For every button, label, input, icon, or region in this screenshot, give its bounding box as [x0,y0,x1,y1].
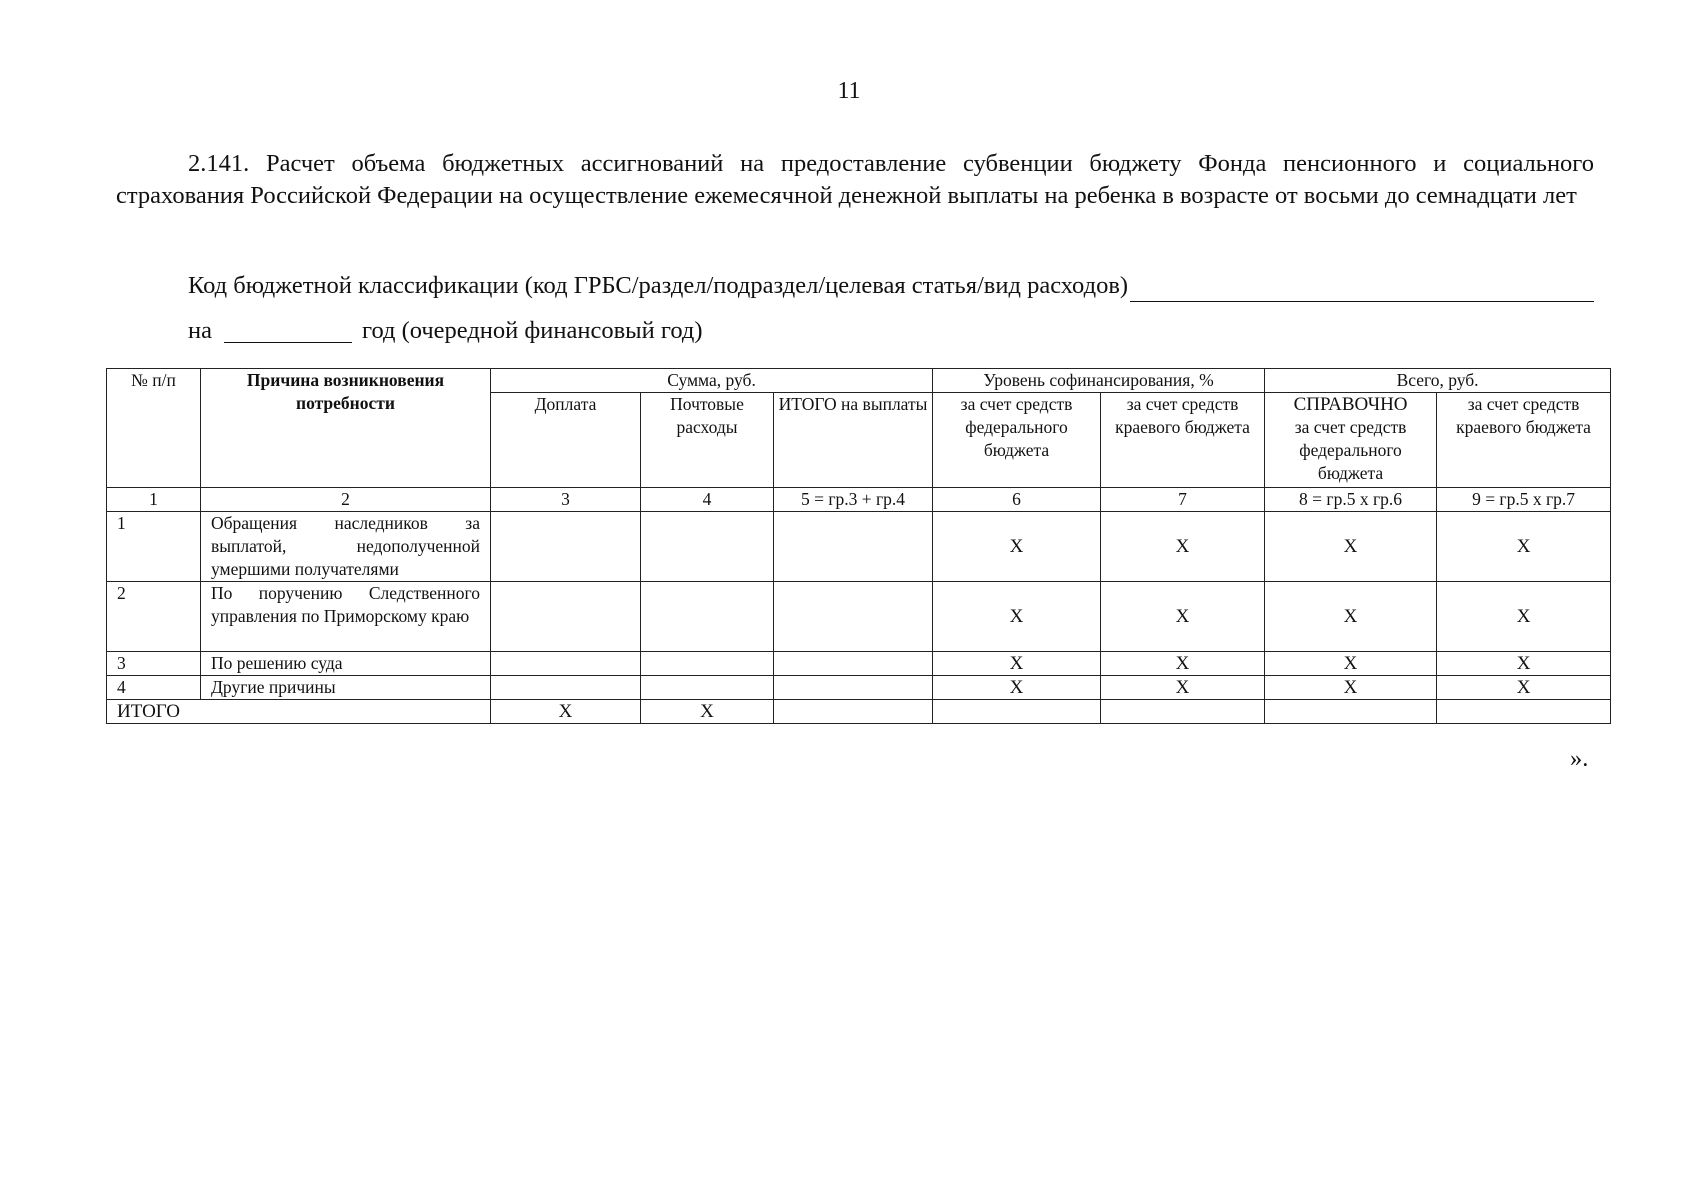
cell-c9: Х [1437,512,1611,582]
row-no: 2 [107,582,201,652]
row-no: 1 [107,512,201,582]
header-reason: Причина возникновения потребности [201,369,491,488]
cell-c5[interactable] [774,652,933,676]
total-c7[interactable] [1101,700,1265,724]
cell-c6: Х [933,512,1101,582]
table-row [107,652,1611,676]
header-cofin-group: Уровень софинансирования, % [933,369,1265,393]
header-total-group: Всего, руб. [1265,369,1611,393]
header-col8 [1265,393,1437,488]
table-row [107,676,1611,700]
col-number: 1 [107,488,201,512]
col-number: 6 [933,488,1101,512]
col-number: 8 = гр.5 х гр.6 [1265,488,1437,512]
cell-c7: Х [1101,676,1265,700]
row-reason: Другие причины [201,676,491,700]
cell-c3[interactable] [491,582,641,652]
total-c9[interactable] [1437,700,1611,724]
header-col3: Доплата [491,393,641,488]
header-col8-text: за счет средств федерального бюджета [1294,417,1407,483]
col-number: 7 [1101,488,1265,512]
cell-c8: Х [1265,512,1437,582]
row-reason: По решению суда [201,652,491,676]
closing-quote: ». [1570,745,1589,772]
header-col7: за счет средств краевого бюджета [1101,393,1265,488]
year-suffix: год (очередной финансовый год) [362,317,703,344]
header-col4: Почтовые расходы [641,393,774,488]
row-reason: По поручению Следственного управления по Приморскому краю [201,582,491,652]
row-no: 3 [107,652,201,676]
cell-c4[interactable] [641,582,774,652]
row-reason: Обращения наследников за выплатой, недополученной умершими получателями [201,512,491,582]
header-col6: за счет средств федерального бюджета [933,393,1101,488]
cell-c7: Х [1101,582,1265,652]
cell-c7: Х [1101,512,1265,582]
cell-c8: Х [1265,652,1437,676]
header-no: № п/п [107,369,201,488]
page-number: 11 [837,78,861,104]
total-c4: Х [641,700,774,724]
row-no: 4 [107,676,201,700]
cell-c6: Х [933,676,1101,700]
cell-c3[interactable] [491,676,641,700]
col-number: 9 = гр.5 х гр.7 [1437,488,1611,512]
cell-c8: Х [1265,676,1437,700]
total-c8[interactable] [1265,700,1437,724]
col-number: 3 [491,488,641,512]
cell-c6: Х [933,652,1101,676]
cell-c9: Х [1437,582,1611,652]
year-prefix: на [188,317,212,344]
table-row [107,582,1611,652]
total-row [107,700,1611,724]
cell-c4[interactable] [641,676,774,700]
header-col9: за счет средств краевого бюджета [1437,393,1611,488]
col-number: 5 = гр.3 + гр.4 [774,488,933,512]
cell-c5[interactable] [774,676,933,700]
total-label: ИТОГО [107,700,491,724]
kbk-blank-field[interactable] [1130,277,1594,302]
section-heading: 2.141. Расчет объема бюджетных ассигнований на предоставление субвенции бюджету Фонда пенсионного и социального страхования Российской Федерации на осуществление ежемесячной денежной выплаты на ребенка в возрасте от восьми до семнадцати лет [116,150,1594,209]
cell-c5[interactable] [774,582,933,652]
col-number: 2 [201,488,491,512]
year-blank-field[interactable] [224,318,352,343]
cell-c4[interactable] [641,512,774,582]
cell-c8: Х [1265,582,1437,652]
table-row [107,512,1611,582]
cell-c9: Х [1437,676,1611,700]
col-number: 4 [641,488,774,512]
cell-c4[interactable] [641,652,774,676]
cell-c6: Х [933,582,1101,652]
cell-c9: Х [1437,652,1611,676]
total-c6[interactable] [933,700,1101,724]
total-c3: Х [491,700,641,724]
total-c5[interactable] [774,700,933,724]
cell-c5[interactable] [774,512,933,582]
cell-c3[interactable] [491,512,641,582]
header-sum-group: Сумма, руб. [491,369,933,393]
kbk-line [188,270,1594,302]
header-col5: ИТОГО на выплаты [774,393,933,488]
budget-table [106,368,1611,724]
cell-c7: Х [1101,652,1265,676]
column-numbers-row [107,488,1611,512]
kbk-label: Код бюджетной классификации (код ГРБС/раздел/подраздел/целевая статья/вид расходов) [188,272,1129,299]
year-line [188,315,703,347]
header-col8-ref: СПРАВОЧНО [1293,394,1408,415]
cell-c3[interactable] [491,652,641,676]
